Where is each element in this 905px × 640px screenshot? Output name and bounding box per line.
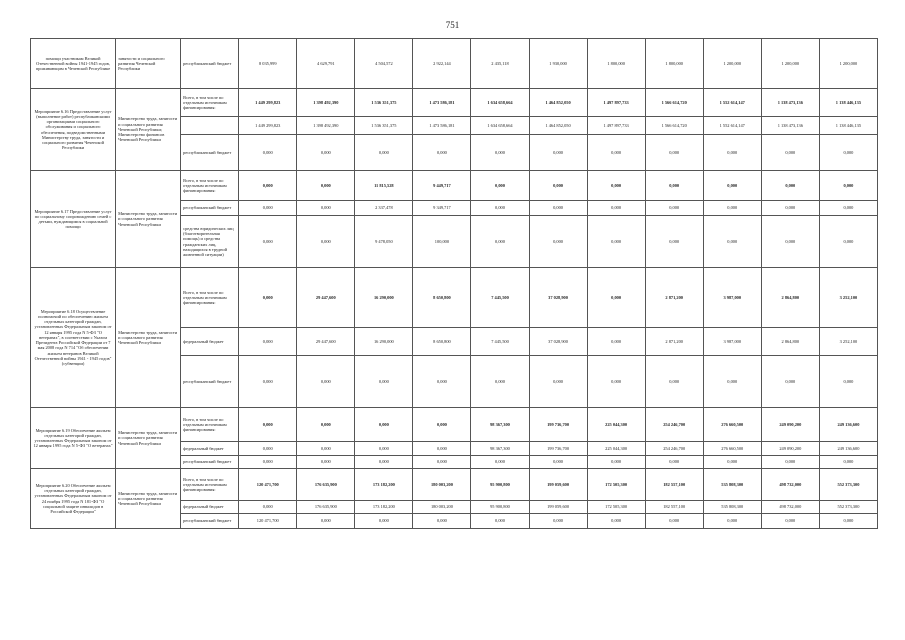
table-row — [31, 268, 878, 328]
value-cell: 0,000 — [471, 171, 529, 201]
value-cell: 0,000 — [703, 171, 761, 201]
value-cell: 0,000 — [587, 328, 645, 356]
value-cell: 0,000 — [355, 456, 413, 469]
executor-cell: Министерство труда, занятости и социального развития Чеченской Республики — [116, 171, 181, 268]
value-cell: 8 650,800 — [413, 328, 471, 356]
funding-source-cell: Всего, в том числе по отдельным источникам финансирования: — [181, 469, 239, 501]
measure-name-cell: Мероприятие 6.19 Обеспечение жильем отдельных категорий граждан, установленных Федеральным законом от 12 января 1995 года N 5-ФЗ "О ветеранах" — [31, 408, 116, 469]
funding-source-cell: федеральный бюджет — [181, 501, 239, 514]
value-cell: 0,000 — [761, 356, 819, 408]
measure-name-cell: Мероприятие 6.20 Обеспечение жильем отдельных категорий граждан, установленных Федеральным законом от 24 ноября 1995 года N 181-ФЗ "О социальной защите инвалидов в Российской Федерации" — [31, 469, 116, 529]
value-cell: 8 035,999 — [239, 39, 297, 89]
value-cell: 173 182,200 — [355, 501, 413, 514]
value-cell: 498 732,000 — [761, 469, 819, 501]
value-cell: 0,000 — [703, 135, 761, 171]
executor-cell: Министерство труда, занятости и социального развития Чеченской Республики — [116, 408, 181, 469]
funding-source-cell: Всего, в том числе по отдельным источникам финансирования: — [181, 408, 239, 442]
funding-source-cell: Всего, в том числе по отдельным источникам финансирования: — [181, 268, 239, 328]
value-cell: 98 367,300 — [471, 408, 529, 442]
value-cell: 225 044,300 — [587, 442, 645, 456]
value-cell: 0,000 — [587, 268, 645, 328]
value-cell: 0,000 — [413, 442, 471, 456]
value-cell: 1 566 614,720 — [645, 89, 703, 117]
value-cell: 0,000 — [239, 501, 297, 514]
value-cell: 8 650,800 — [413, 268, 471, 328]
value-cell: 0,000 — [587, 135, 645, 171]
value-cell: 0,000 — [645, 171, 703, 201]
value-cell: 0,000 — [471, 216, 529, 268]
value-cell: 9 349,717 — [413, 201, 471, 216]
value-cell: 0,000 — [239, 456, 297, 469]
value-cell: 552 373,300 — [819, 501, 877, 514]
value-cell: 0,000 — [819, 456, 877, 469]
funding-source-cell: республиканский бюджет — [181, 514, 239, 529]
value-cell: 0,000 — [587, 356, 645, 408]
value-cell: 0,000 — [703, 201, 761, 216]
executor-cell: Министерство труда, занятости и социального развития Чеченской Республики; Министерство финансов Чеченской Республики — [116, 89, 181, 171]
value-cell: 0,000 — [761, 514, 819, 529]
measure-name-cell: помощи участникам Великой Отечественной войны 1941-1945 годов, проживающим в Чеченской Республике — [31, 39, 116, 89]
funding-source-cell: республиканский бюджет — [181, 201, 239, 216]
value-cell: 0,000 — [471, 456, 529, 469]
measure-name-cell: Мероприятие 6.16 Предоставление услуг (выполнение работ) республиканскими организациями социального обслуживания и социального обеспечения, подведомственными Министерству труда, занятости и социального развития Чеченской Республики — [31, 89, 116, 171]
funding-source-cell: федеральный бюджет — [181, 442, 239, 456]
value-cell: 0,000 — [239, 408, 297, 442]
value-cell: 249 090,200 — [761, 442, 819, 456]
value-cell: 0,000 — [355, 135, 413, 171]
value-cell: 2 922,144 — [413, 39, 471, 89]
value-cell: 0,000 — [239, 268, 297, 328]
value-cell: 1 138 473,136 — [761, 89, 819, 117]
value-cell: 1 464 852,050 — [529, 117, 587, 135]
value-cell: 1 536 351,375 — [355, 117, 413, 135]
table-row — [31, 171, 878, 201]
value-cell: 0,000 — [645, 356, 703, 408]
value-cell: 0,000 — [819, 201, 877, 216]
value-cell: 1 497 897,733 — [587, 117, 645, 135]
value-cell: 535 808,300 — [703, 469, 761, 501]
executor-cell: Министерство труда, занятости и социального развития Чеченской Республики — [116, 469, 181, 529]
value-cell: 276 660,500 — [703, 442, 761, 456]
executor-cell: занятости и социального развития Чеченской Республики — [116, 39, 181, 89]
value-cell: 37 028,900 — [529, 268, 587, 328]
value-cell: 0,000 — [819, 171, 877, 201]
value-cell: 1 464 852,050 — [529, 89, 587, 117]
value-cell: 0,000 — [703, 356, 761, 408]
funding-source-cell: республиканский бюджет — [181, 39, 239, 89]
value-cell: 182 557,100 — [645, 501, 703, 514]
value-cell: 498 732,000 — [761, 501, 819, 514]
value-cell: 0,000 — [645, 135, 703, 171]
value-cell: 3 987,000 — [703, 268, 761, 328]
value-cell: 0,000 — [587, 171, 645, 201]
value-cell: 0,000 — [471, 201, 529, 216]
value-cell: 9 449,717 — [413, 171, 471, 201]
measure-name-cell: Мероприятие 6.17 Предоставление услуг по социальному сопровождению семей с детьми, нуждающимся в социальной помощи — [31, 171, 116, 268]
value-cell: 180 003,200 — [413, 469, 471, 501]
value-cell: 0,000 — [297, 201, 355, 216]
value-cell: 1 200,000 — [819, 39, 877, 89]
page-number: 751 — [445, 20, 460, 30]
funding-source-cell: федеральный бюджет — [181, 328, 239, 356]
value-cell: 1 800,000 — [645, 39, 703, 89]
value-cell: 1 138 473,136 — [761, 117, 819, 135]
value-cell: 120 471,700 — [239, 514, 297, 529]
value-cell: 0,000 — [761, 171, 819, 201]
value-cell: 225 044,300 — [587, 408, 645, 442]
value-cell: 0,000 — [819, 216, 877, 268]
value-cell: 0,000 — [529, 514, 587, 529]
value-cell: 11 815,528 — [355, 171, 413, 201]
value-cell: 0,000 — [239, 135, 297, 171]
value-cell: 0,000 — [529, 201, 587, 216]
value-cell: 0,000 — [239, 201, 297, 216]
value-cell: 0,000 — [471, 514, 529, 529]
value-cell: 1 449 299,823 — [239, 117, 297, 135]
value-cell: 95 900,800 — [471, 469, 529, 501]
value-cell: 98 367,300 — [471, 442, 529, 456]
value-cell: 0,000 — [819, 356, 877, 408]
value-cell: 180 003,200 — [413, 501, 471, 514]
value-cell: 1 473 586,181 — [413, 117, 471, 135]
value-cell: 7 445,500 — [471, 268, 529, 328]
value-cell: 0,000 — [645, 201, 703, 216]
value-cell: 1 634 658,664 — [471, 117, 529, 135]
value-cell: 1 552 614,147 — [703, 89, 761, 117]
value-cell: 199 059,600 — [529, 501, 587, 514]
value-cell: 1 398 492,390 — [297, 117, 355, 135]
value-cell: 173 182,200 — [355, 469, 413, 501]
value-cell: 0,000 — [239, 356, 297, 408]
value-cell: 4 629,791 — [297, 39, 355, 89]
value-cell: 0,000 — [239, 171, 297, 201]
table-row — [31, 89, 878, 117]
table-body — [31, 39, 878, 529]
funding-source-cell: республиканский бюджет — [181, 356, 239, 408]
value-cell: 0,000 — [297, 356, 355, 408]
value-cell: 0,000 — [819, 135, 877, 171]
value-cell: 29 447,600 — [297, 268, 355, 328]
value-cell: 0,000 — [761, 456, 819, 469]
value-cell: 172 505,300 — [587, 469, 645, 501]
value-cell: 1 200,000 — [703, 39, 761, 89]
value-cell: 0,000 — [529, 456, 587, 469]
table-row — [31, 408, 878, 442]
value-cell: 0,000 — [529, 171, 587, 201]
funding-source-cell: средства юридических лиц (благотворительная помощь) и средства гражданских лиц, находящихся в трудной жизненной ситуации) — [181, 216, 239, 268]
value-cell: 1 138 446,135 — [819, 117, 877, 135]
value-cell: 0,000 — [529, 135, 587, 171]
value-cell: 1 138 446,135 — [819, 89, 877, 117]
value-cell: 0,000 — [645, 216, 703, 268]
value-cell: 1 634 658,664 — [471, 89, 529, 117]
budget-table — [30, 38, 878, 529]
value-cell: 176 635,900 — [297, 501, 355, 514]
value-cell: 249 136,600 — [819, 408, 877, 442]
value-cell: 182 557,100 — [645, 469, 703, 501]
value-cell: 0,000 — [645, 456, 703, 469]
value-cell: 0,000 — [297, 456, 355, 469]
funding-source-cell: республиканский бюджет — [181, 135, 239, 171]
value-cell: 0,000 — [297, 442, 355, 456]
funding-source-cell: Всего, в том числе по отдельным источникам финансирования: — [181, 171, 239, 201]
value-cell: 0,000 — [413, 135, 471, 171]
value-cell: 0,000 — [297, 408, 355, 442]
value-cell: 120 471,700 — [239, 469, 297, 501]
value-cell: 199 059,600 — [529, 469, 587, 501]
value-cell: 249 090,200 — [761, 408, 819, 442]
value-cell: 0,000 — [297, 216, 355, 268]
value-cell: 16 290,000 — [355, 328, 413, 356]
value-cell: 0,000 — [413, 408, 471, 442]
value-cell: 29 447,600 — [297, 328, 355, 356]
value-cell: 2 864,800 — [761, 268, 819, 328]
value-cell: 0,000 — [587, 201, 645, 216]
value-cell: 7 445,500 — [471, 328, 529, 356]
value-cell: 95 900,800 — [471, 501, 529, 514]
value-cell: 552 373,300 — [819, 469, 877, 501]
value-cell: 0,000 — [239, 216, 297, 268]
value-cell: 4 504,572 — [355, 39, 413, 89]
funding-source-cell: республиканский бюджет — [181, 456, 239, 469]
value-cell: 0,000 — [703, 216, 761, 268]
value-cell: 276 660,500 — [703, 408, 761, 442]
value-cell: 2 871,200 — [645, 268, 703, 328]
value-cell: 2 435,118 — [471, 39, 529, 89]
value-cell: 254 246,700 — [645, 408, 703, 442]
executor-cell: Министерство труда, занятости и социального развития Чеченской Республики — [116, 268, 181, 408]
value-cell: 1 449 299,823 — [239, 89, 297, 117]
value-cell: 1 930,000 — [529, 39, 587, 89]
value-cell: 0,000 — [703, 514, 761, 529]
value-cell: 3 987,000 — [703, 328, 761, 356]
value-cell: 0,000 — [587, 514, 645, 529]
value-cell: 0,000 — [297, 171, 355, 201]
value-cell: 0,000 — [355, 442, 413, 456]
value-cell: 0,000 — [297, 135, 355, 171]
table-row — [31, 469, 878, 501]
value-cell: 0,000 — [529, 356, 587, 408]
value-cell: 1 398 492,390 — [297, 89, 355, 117]
value-cell: 0,000 — [413, 356, 471, 408]
value-cell: 3 252,100 — [819, 328, 877, 356]
value-cell: 176 635,900 — [297, 469, 355, 501]
value-cell: 535 808,300 — [703, 501, 761, 514]
value-cell: 0,000 — [761, 216, 819, 268]
value-cell: 2 337,478 — [355, 201, 413, 216]
value-cell: 37 028,900 — [529, 328, 587, 356]
funding-source-cell: Всего, в том числе по отдельным источникам финансирования: — [181, 89, 239, 117]
value-cell: 2 871,200 — [645, 328, 703, 356]
value-cell: 16 290,000 — [355, 268, 413, 328]
value-cell: 0,000 — [413, 456, 471, 469]
value-cell: 9 478,050 — [355, 216, 413, 268]
measure-name-cell: Мероприятие 6.18 Осуществление полномочий по обеспечению жильем отдельных категорий граждан, установленных Федеральным законом от 12 января 1995 года N 5-ФЗ "О ветеранах", в соответствии с Указом Президента Российской Федерации от 7 мая 2008 года N 714 "Об обеспечении жильем ветеранов Великой Отечественной войны 1941 - 1945 годов" (субвенции) — [31, 268, 116, 408]
value-cell: 0,000 — [645, 514, 703, 529]
value-cell: 3 252,100 — [819, 268, 877, 328]
value-cell: 0,000 — [471, 356, 529, 408]
value-cell: 199 736,700 — [529, 408, 587, 442]
value-cell: 172 505,300 — [587, 501, 645, 514]
value-cell: 0,000 — [761, 135, 819, 171]
value-cell: 100,000 — [413, 216, 471, 268]
value-cell: 199 736,700 — [529, 442, 587, 456]
value-cell: 1 497 897,733 — [587, 89, 645, 117]
value-cell: 0,000 — [413, 514, 471, 529]
value-cell: 0,000 — [587, 216, 645, 268]
value-cell: 0,000 — [355, 514, 413, 529]
funding-source-cell — [181, 117, 239, 135]
value-cell: 0,000 — [819, 514, 877, 529]
value-cell: 0,000 — [355, 408, 413, 442]
value-cell: 0,000 — [239, 328, 297, 356]
value-cell: 1 800,000 — [587, 39, 645, 89]
value-cell: 1 536 351,375 — [355, 89, 413, 117]
value-cell: 1 200,000 — [761, 39, 819, 89]
table-row — [31, 39, 878, 89]
value-cell: 0,000 — [761, 201, 819, 216]
value-cell: 0,000 — [471, 135, 529, 171]
value-cell: 0,000 — [587, 456, 645, 469]
value-cell: 1 473 586,181 — [413, 89, 471, 117]
value-cell: 0,000 — [239, 442, 297, 456]
value-cell: 0,000 — [529, 216, 587, 268]
value-cell: 0,000 — [297, 514, 355, 529]
value-cell: 0,000 — [355, 356, 413, 408]
value-cell: 1 566 614,720 — [645, 117, 703, 135]
value-cell: 249 136,600 — [819, 442, 877, 456]
value-cell: 1 552 614,147 — [703, 117, 761, 135]
value-cell: 0,000 — [703, 456, 761, 469]
value-cell: 2 864,800 — [761, 328, 819, 356]
value-cell: 254 246,700 — [645, 442, 703, 456]
